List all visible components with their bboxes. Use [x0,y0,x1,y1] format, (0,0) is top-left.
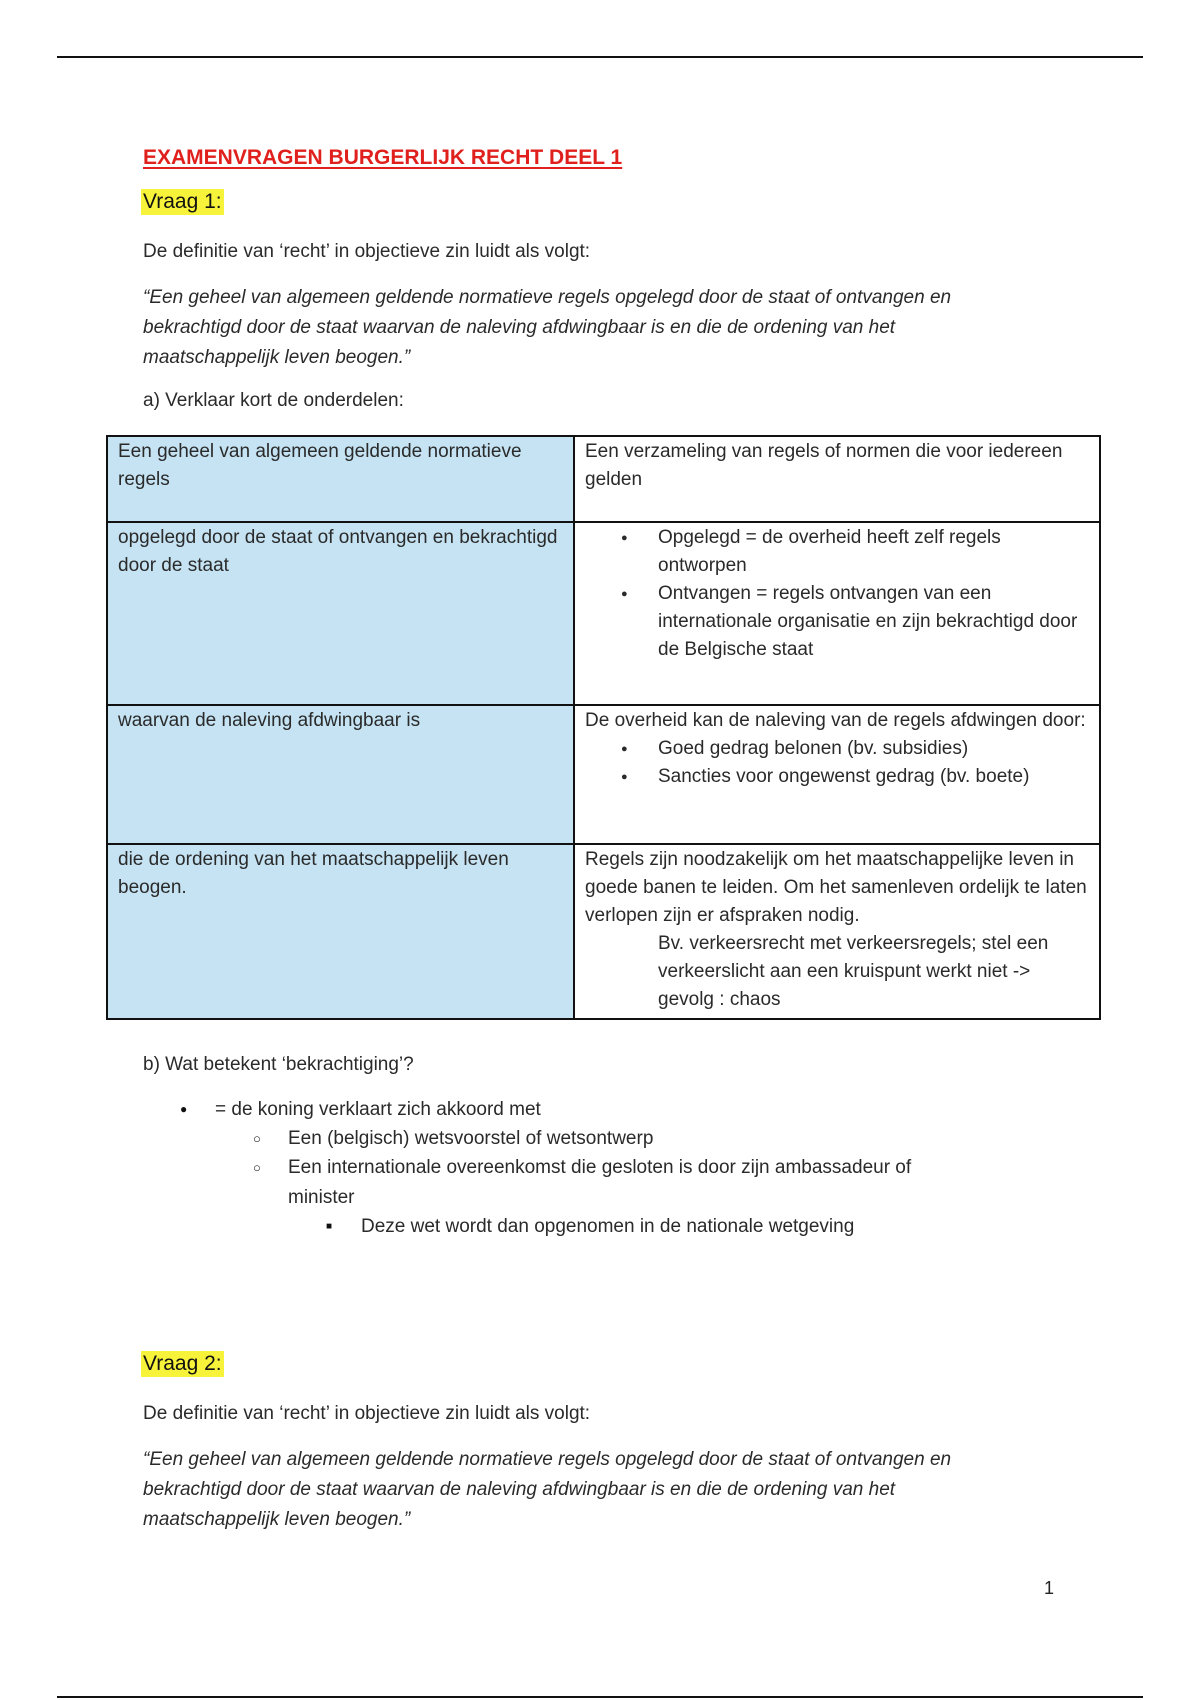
bullet-circle-icon: ○ [253,1131,261,1146]
definition-table [106,435,1101,1020]
table-cell-term: opgelegd door de staat of ontvangen en bekrachtigd door de staat [107,522,574,705]
vraag1-heading-wrap [141,190,224,214]
list-item: ● Sancties voor ongewenst gedrag (bv. boete) [658,763,1089,791]
quote-line: maatschappelijk leven beogen.” [143,347,411,368]
table-cell-explanation [574,844,1100,1019]
table-row [107,705,1100,844]
cell-note: Bv. verkeersrecht met verkeersregels; stel een verkeerslicht aan een kruispunt werkt niet -> gevolg : chaos [658,933,1049,1010]
table-cell-term: die de ordening van het maatschappelijk leven beogen. [107,844,574,1019]
table-row [107,436,1100,522]
vraag2-intro: De definitie van ‘recht’ in objectieve zin luidt als volgt: [143,1403,591,1424]
bullet-filled-icon: ● [180,1102,188,1116]
b-level2-item: Een internationale overeenkomst die gesloten is door zijn ambassadeur of [288,1157,912,1178]
table-cell-explanation [574,522,1100,705]
vraag1-part-a: a) Verklaar kort de onderdelen: [143,390,404,411]
quote-line: “Een geheel van algemeen geldende normatieve regels opgelegd door de staat of ontvangen en [143,287,952,308]
table-cell-explanation: Een verzameling van regels of normen die voor iedereen gelden [574,436,1100,522]
b-level2-item-continued: minister [288,1187,355,1208]
list-item: ● Ontvangen = regels ontvangen van een internationale organisatie en zijn bekrachtigd door de Belgische staat [658,580,1089,664]
page-number: 1 [1044,1578,1055,1598]
bullet-circle-icon: ○ [253,1160,261,1175]
table-cell-term: waarvan de naleving afdwingbaar is [107,705,574,844]
cell-text: De overheid kan de naleving van de regels afdwingen door: [585,710,1086,731]
bullet-square-icon: ■ [326,1221,333,1232]
table-row [107,844,1100,1019]
quote-line: bekrachtigd door de staat waarvan de naleving afdwingbaar is en die de ordening van het [143,1479,896,1500]
table-cell-explanation [574,705,1100,844]
header-rule [57,56,1143,58]
list-item: ● Goed gedrag belonen (bv. subsidies) [658,735,1089,763]
vraag1-quote [143,283,1063,373]
vraag2-heading-wrap [141,1352,224,1376]
bullet-list [585,735,1089,791]
b-level2-item: Een (belgisch) wetsvoorstel of wetsontwerp [288,1128,654,1149]
vraag2-quote [143,1445,1063,1535]
table-cell-term: Een geheel van algemeen geldende normatieve regels [107,436,574,522]
quote-line: maatschappelijk leven beogen.” [143,1509,411,1530]
b-level3-item: Deze wet wordt dan opgenomen in de nationale wetgeving [361,1216,855,1237]
bullet-list [585,524,1089,664]
vraag2-heading: Vraag 2: [143,1352,222,1375]
vraag1-heading: Vraag 1: [143,190,222,213]
document-title: EXAMENVRAGEN BURGERLIJK RECHT DEEL 1 [143,146,623,169]
vraag1-intro: De definitie van ‘recht’ in objectieve zin luidt als volgt: [143,241,591,262]
quote-line: “Een geheel van algemeen geldende normatieve regels opgelegd door de staat of ontvangen en [143,1449,952,1470]
b-level1-item: = de koning verklaart zich akkoord met [215,1099,541,1120]
list-item: ● Opgelegd = de overheid heeft zelf regels ontworpen [658,524,1089,580]
vraag1-part-b: b) Wat betekent ‘bekrachtiging’? [143,1054,414,1075]
table-row [107,522,1100,705]
footer-rule [57,1696,1143,1698]
cell-text: Regels zijn noodzakelijk om het maatschappelijke leven in goede banen te leiden. Om het samenleven ordelijk te laten verlopen zijn er afspraken nodig. [585,849,1087,926]
quote-line: bekrachtigd door de staat waarvan de naleving afdwingbaar is en die de ordening van het [143,317,896,338]
